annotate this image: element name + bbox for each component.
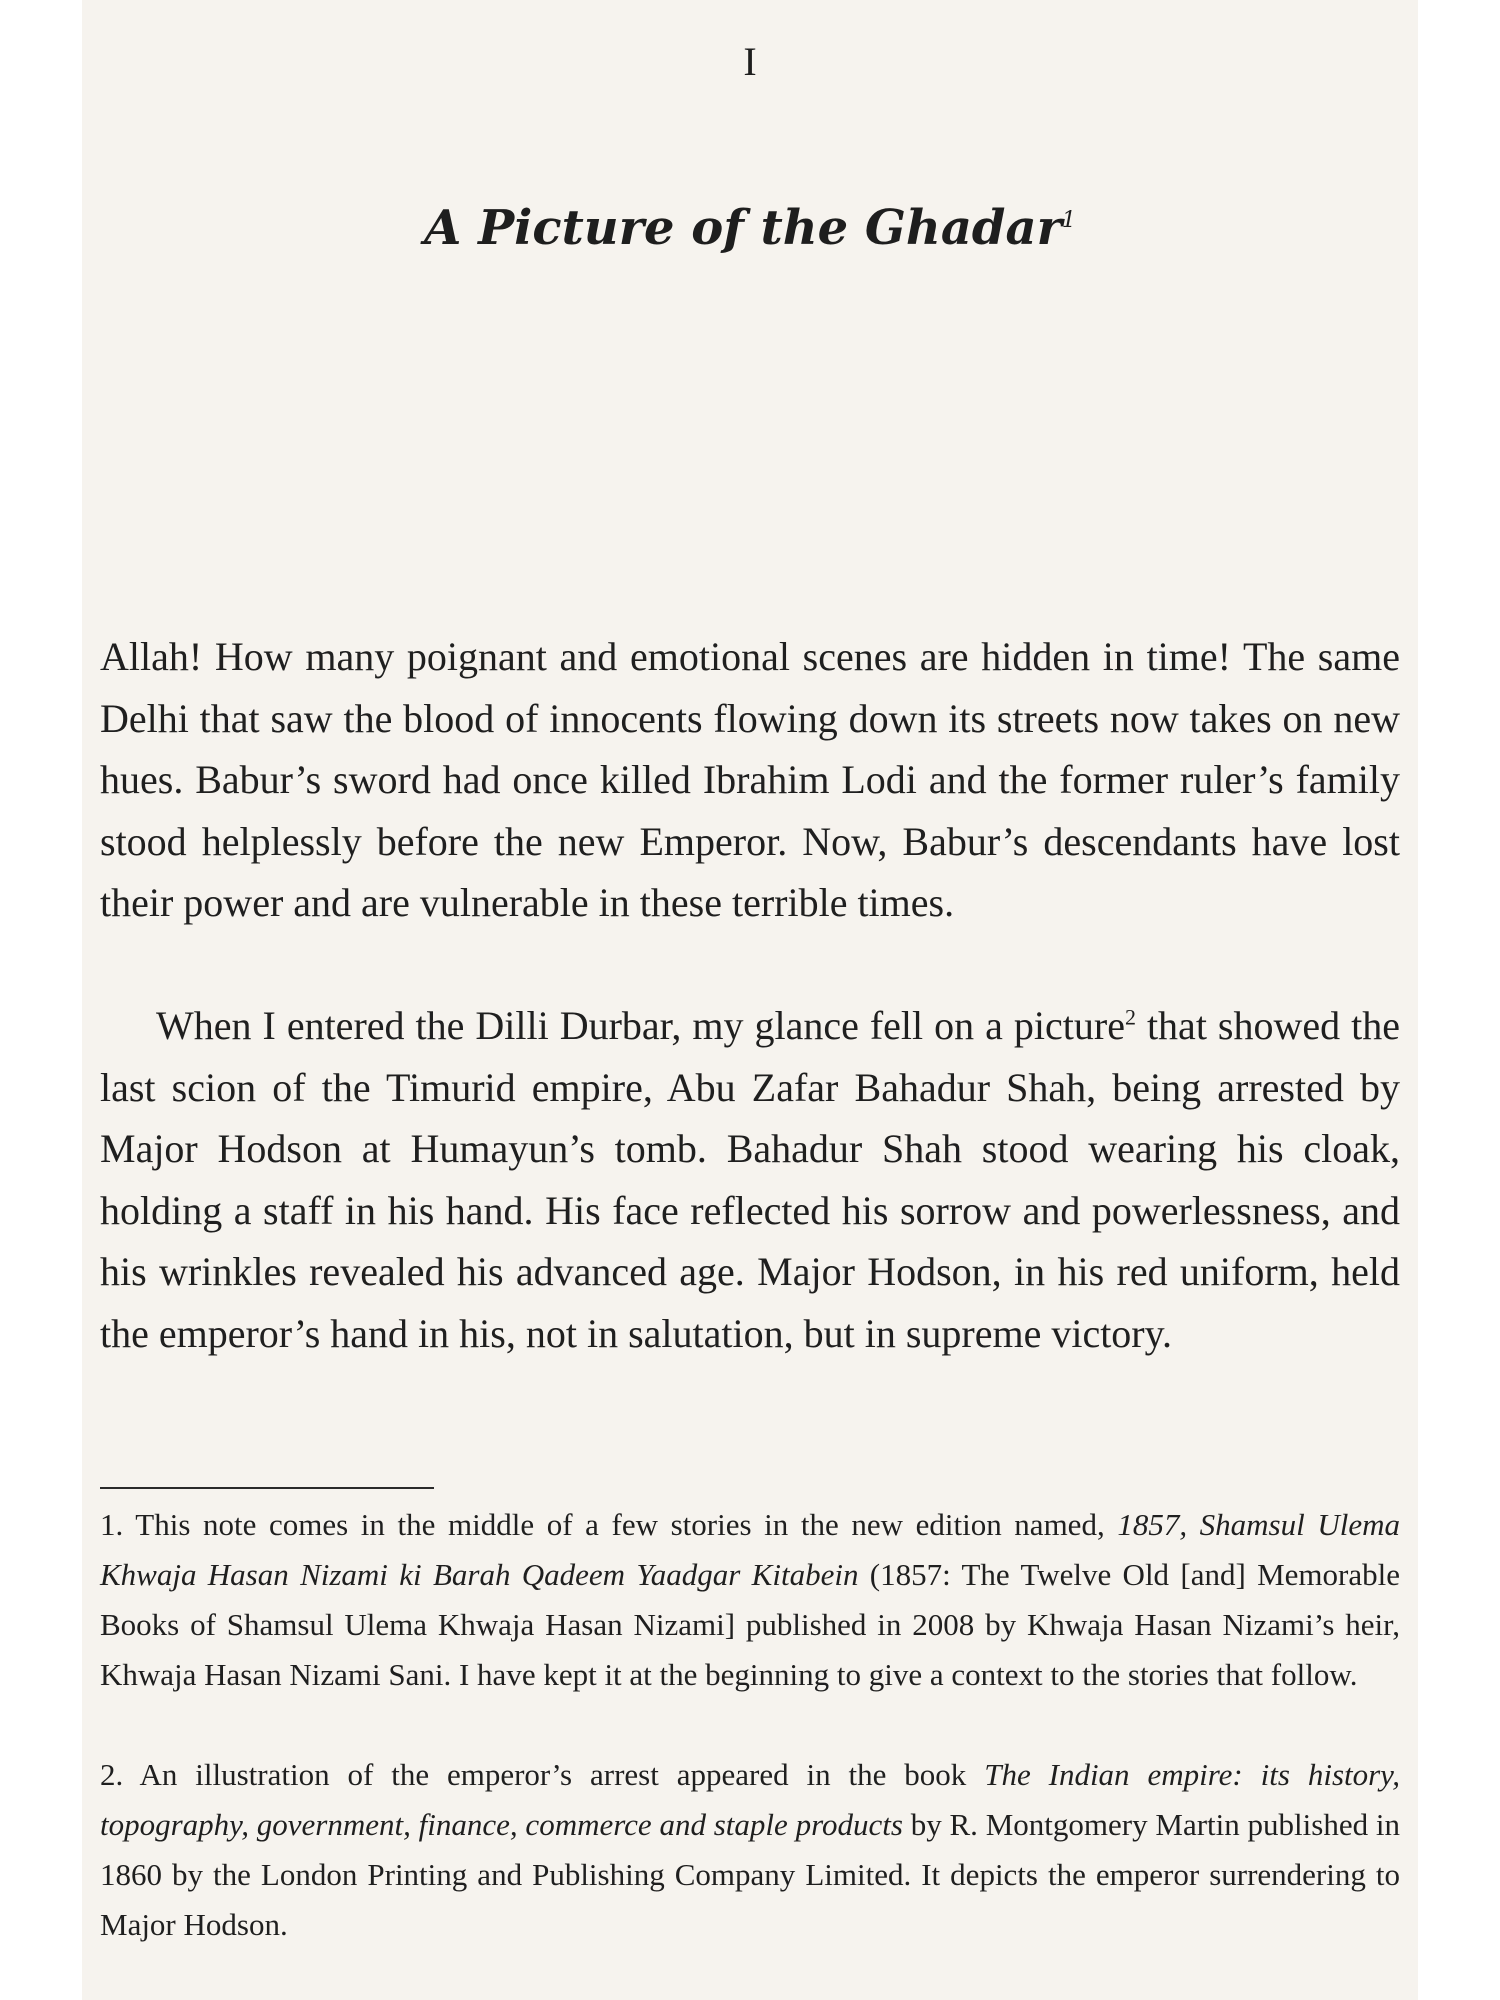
chapter-title-footnote-ref: 1 (1061, 208, 1076, 233)
chapter-title (82, 200, 1418, 256)
footnote-1 (100, 1500, 1400, 1700)
footnote-1-book-title: 1857, Shamsul Ulema Khwaja Hasan Nizami ki Barah Qadeem Yaadgar Kitabein (100, 1507, 1400, 1592)
footnote-2-part-b: by R. Montgomery Martin published in 1860 by the London Printing and Publishing Company Limited. It depicts the emperor surrendering to Major Hodson. (100, 1807, 1400, 1942)
paragraph-2-text (100, 995, 1400, 1364)
footnote-1-part-a: This note comes in the middle of a few stories in the new edition named, (123, 1507, 1118, 1542)
footnote-2 (100, 1750, 1400, 1950)
footnote-divider (100, 1487, 434, 1489)
paragraph-1-text: Allah! How many poignant and emotional scenes are hidden in time! The same Delhi that saw the blood of innocents flowing down its streets now takes on new hues. Babur’s sword had once killed Ibrahim Lodi and the former ruler’s family stood helplessly before the new Emperor. Now, Babur’s descendants have lost their power and are vulnerable in these terrible times. (100, 634, 1400, 925)
footnote-2-text (100, 1750, 1400, 1950)
footnote-1-number: 1. (100, 1507, 124, 1542)
footnote-1-part-b: (1857: The Twelve Old [and] Memorable Books of Shamsul Ulema Khwaja Hasan Nizami] published in 2008 by Khwaja Hasan Nizami’s heir, Khwaja Hasan Nizami Sani. I have kept it at the beginning to give a context to the stories that follow. (100, 1557, 1400, 1692)
paragraph-1 (100, 626, 1400, 934)
footnote-1-text (100, 1500, 1400, 1700)
paragraph-2-part-a: When I entered the Dilli Durbar, my glance fell on a picture (156, 1003, 1125, 1048)
chapter-number: I (743, 39, 757, 84)
chapter-title-text: A Picture of the Ghadar (424, 200, 1062, 256)
footnote-2-part-a: An illustration of the emperor’s arrest appeared in the book (123, 1757, 985, 1792)
paragraph-2 (100, 995, 1400, 1364)
footnote-2-number: 2. (100, 1757, 124, 1792)
book-page (82, 0, 1418, 2000)
paragraph-2-part-b: that showed the last scion of the Timurid empire, Abu Zafar Bahadur Shah, being arrested by Major Hodson at Humayun’s tomb. Bahadur Shah stood wearing his cloak, holding a staff in his hand. His face reflected his sorrow and powerlessness, and his wrinkles revealed his advanced age. Major Hodson, in his red uniform, held the emperor’s hand in his, not in salutation, but in supreme victory. (100, 1003, 1400, 1356)
footnote-ref-2: 2 (1124, 1004, 1136, 1030)
footnote-2-book-title: The Indian empire: its history, topography, government, finance, commerce and staple products (100, 1757, 1400, 1842)
